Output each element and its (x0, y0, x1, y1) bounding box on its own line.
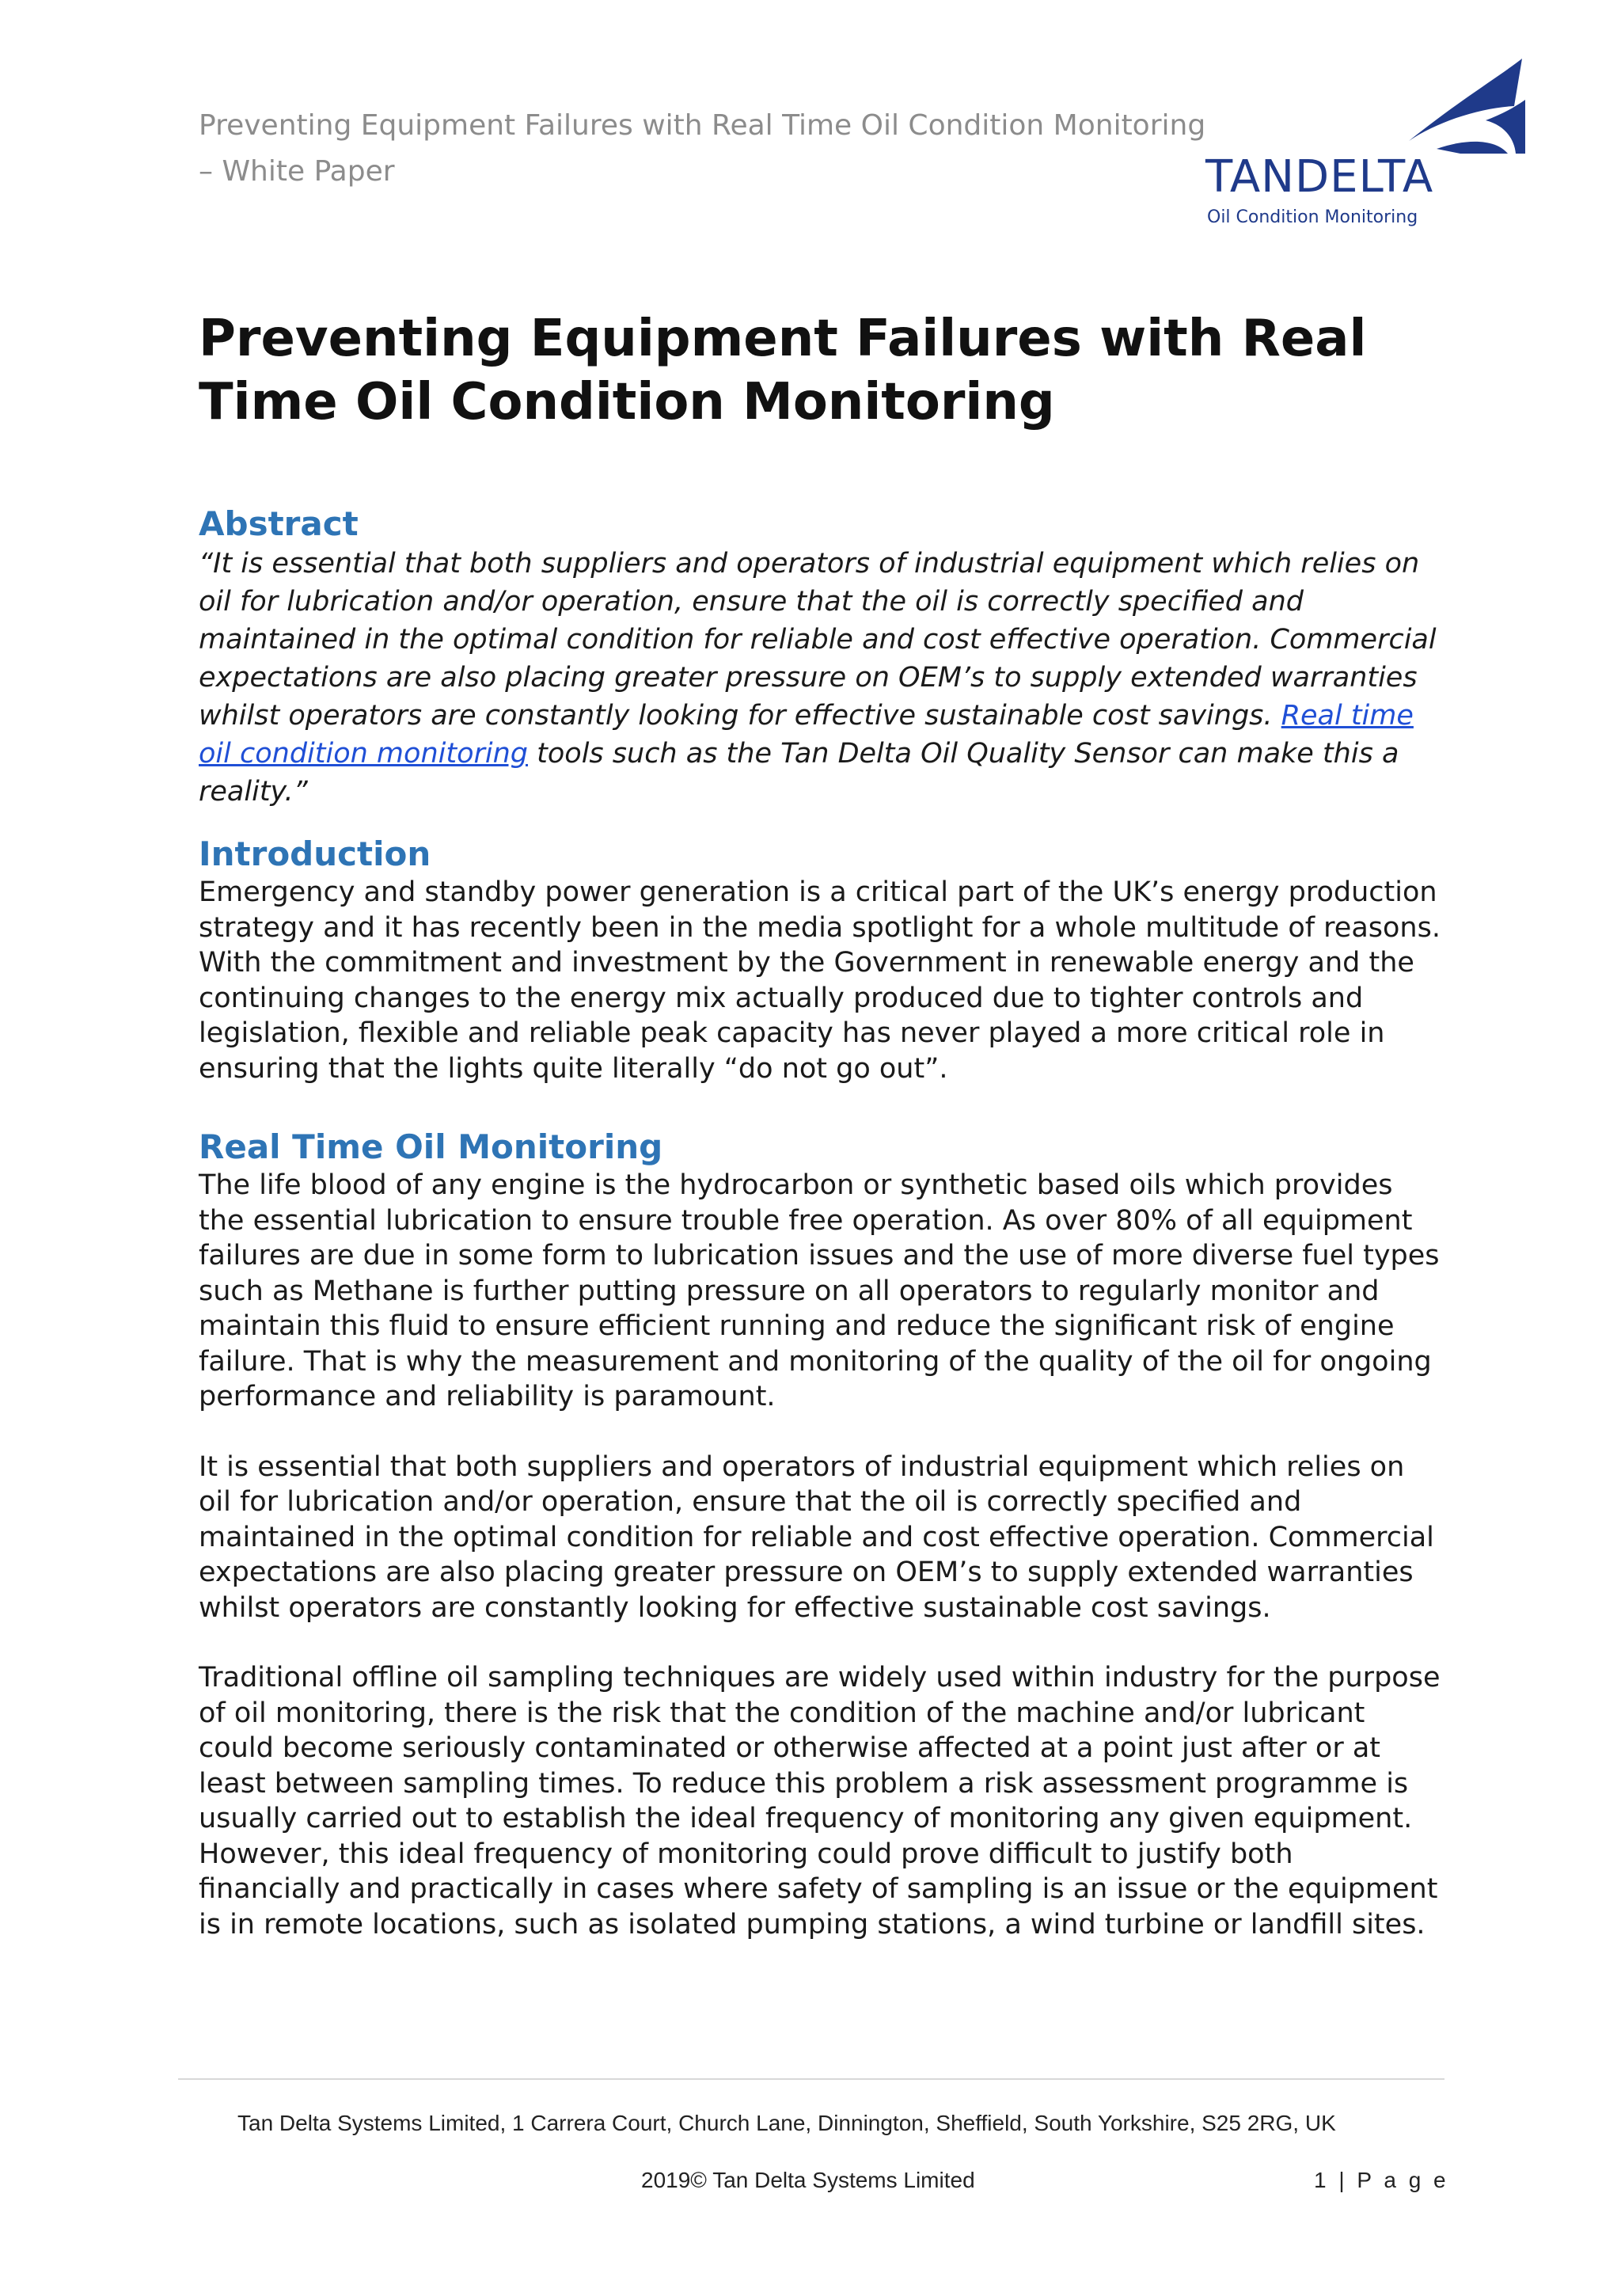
footer-address: Tan Delta Systems Limited, 1 Carrera Court, Church Lane, Dinnington, Sheffield, South Yorkshire, S25 2RG, UK (237, 2111, 1336, 2135)
document-title-line-1: Preventing Equipment Failures with Real (199, 310, 1367, 368)
logo-tagline: Oil Condition Monitoring (1207, 207, 1418, 227)
abstract-section (199, 504, 1441, 811)
abstract-text-end: tools such as the Tan Delta Oil Quality Sensor can make this a reality.” (199, 738, 1399, 808)
real-time-monitoring-link[interactable]: Real time oil condition monitoring (199, 700, 1414, 770)
footer-divider (178, 2078, 1444, 2080)
running-header (199, 103, 1228, 195)
running-header-line-1: Preventing Equipment Failures with Real Time Oil Condition Monitoring (199, 109, 1206, 142)
document-title (199, 307, 1386, 434)
real-time-paragraph-3: Traditional offline oil sampling techniques are widely used within industry for the purpose of oil monitoring, there is the risk that the condition of the machine and/or lubricant could become seriously contaminated or otherwise affected at a point just after or at least between sampling times. To reduce this problem a risk assessment programme is usually carried out to establish the ideal frequency of monitoring any given equipment. However, this ideal frequency of monitoring could prove difficult to justify both financially and practically in cases where safety of sampling is an issue or the equipment is in remote locations, such as isolated pumping stations, a wind turbine or landfill sites. (199, 1662, 1441, 1941)
page-number: 1 | P a g e (1314, 2168, 1449, 2192)
introduction-heading: Introduction (199, 834, 431, 873)
real-time-paragraph-2: It is essential that both suppliers and operators of industrial equipment which relies on oil for lubrication and/or operation, ensure that the oil is correctly specified and maintained in the optimal condition for reliable and cost effective operation. Commercial expectations are also placing greater pressure on OEM’s to supply extended warranties whilst operators are constantly looking for effective sustainable cost savings. (199, 1450, 1434, 1624)
introduction-section (199, 834, 1441, 1086)
real-time-paragraph-1: The life blood of any engine is the hydrocarbon or synthetic based oils which provides the essential lubrication to ensure trouble free operation. As over 80% of all equipment failures are due in some form to lubrication issues and the use of more diverse fuel types such as Methane is further putting pressure on all operators to regularly monitor and maintain this fluid to ensure efficient running and reduce the significant risk of engine failure. That is why the measurement and monitoring of the quality of the oil for ongoing performance and reliability is paramount. (199, 1169, 1440, 1412)
real-time-oil-monitoring-section (199, 1127, 1441, 1942)
tandelta-logo (1199, 52, 1532, 242)
real-time-heading: Real Time Oil Monitoring (199, 1127, 663, 1166)
introduction-paragraph: Emergency and standby power generation is a critical part of the UK’s energy production strategy and it has recently been in the media spotlight for a whole multitude of reasons. With the commitment and investment by the Government in renewable energy and the continuing changes to the energy mix actually produced due to tighter controls and legislation, flexible and reliable peak capacity has never played a more critical role in ensuring that the lights quite literally “do not go out”. (199, 876, 1441, 1085)
abstract-text-start: “It is essential that both suppliers and operators of industrial equipment which relies on oil for lubrication and/or operation, ensure that the oil is correctly specified and maintained in the optimal condition for reliable and cost effective operation. Commercial expectations are also placing greater pressure on OEM’s to supply extended warranties whilst operators are constantly looking for effective sustainable cost savings. (199, 548, 1437, 732)
running-header-line-2: – White Paper (199, 155, 395, 188)
tandelta-swoosh-icon (1199, 52, 1532, 155)
footer-copyright: 2019© Tan Delta Systems Limited (641, 2168, 975, 2192)
abstract-text (199, 545, 1441, 811)
document-title-line-2: Time Oil Condition Monitoring (199, 373, 1055, 431)
abstract-heading: Abstract (199, 504, 359, 543)
logo-wordmark: TANDELTA (1205, 151, 1434, 203)
